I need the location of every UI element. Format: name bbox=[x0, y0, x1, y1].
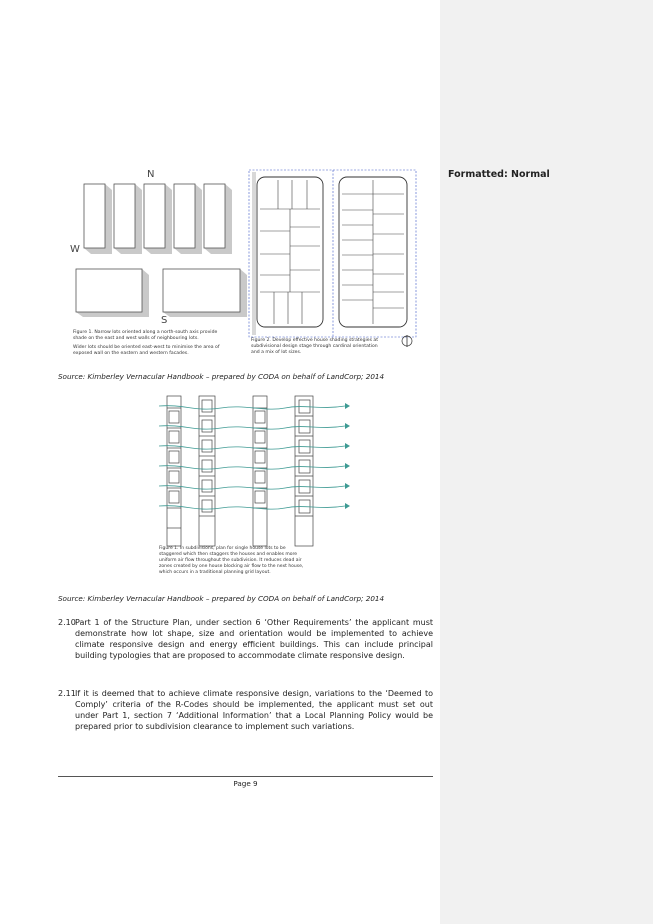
wide-lots bbox=[76, 269, 247, 317]
paragraph-2-11 bbox=[58, 688, 433, 746]
paragraph-2-10 bbox=[58, 617, 433, 675]
comment-title: Formatted: Normal bbox=[448, 169, 550, 180]
lot-plan-diagram bbox=[249, 170, 416, 347]
figure-orientation bbox=[62, 162, 422, 370]
orientation-diagram bbox=[62, 162, 422, 366]
page-number: Page 9 bbox=[233, 779, 258, 788]
source-citation-2: Source: Kimberley Vernacular Handbook – prepared by CODA on behalf of LandCorp; 2014 bbox=[58, 594, 385, 603]
lot-column-b bbox=[199, 396, 215, 546]
compass-n: N bbox=[147, 169, 155, 180]
airflow-arrows bbox=[159, 406, 345, 509]
paragraph-number: 2.10 bbox=[58, 618, 76, 627]
lot-column-d bbox=[295, 396, 313, 546]
paragraph-text: If it is deemed that to achieve climate responsive design, variations to the ‘Deemed to Comply’ criteria of the R-Codes should be implemented, the applicant must set out under Part 1, section 7 ‘Additional Information’ that a Local Planning Policy would be prepared prior to subdivision clearance to implement such variations. bbox=[75, 689, 433, 732]
caption-fig1a: Figure 1. Narrow lots oriented along a north-south axis provide shade on the east and west walls of neighbouring lots. bbox=[73, 330, 218, 341]
caption-staggered: Figure 1. In subdivisions, plan for single house lots to be staggered which then staggers the houses and enables more uniform air flow throughout the subdivision. It reduces dead air zones created by one house blocking air flow to the next house, which occurs in a traditional planning grid layout. bbox=[159, 546, 304, 575]
footer-rule bbox=[58, 776, 433, 777]
staggered-lots-diagram bbox=[155, 386, 355, 586]
lot-column-a bbox=[167, 396, 181, 546]
narrow-lots bbox=[84, 184, 232, 254]
paragraph-text: Part 1 of the Structure Plan, under section 6 ‘Other Requirements’ the applicant must demonstrate how lot shape, size and orientation would be implemented to achieve climate responsive design and energy efficient buildings. This can include principal building typologies that are proposed to accommodate climate responsive design. bbox=[75, 618, 433, 661]
figure-staggered-lots bbox=[155, 386, 355, 590]
airflow-arrowheads bbox=[345, 403, 350, 509]
lot-column-c bbox=[253, 396, 267, 546]
caption-fig1b: Wider lots should be oriented east-west to minimise the area of exposed wall on the eastern and western facades. bbox=[73, 345, 220, 356]
caption-fig2: Figure 2. Develop effective house shading strategies at subdivisional design stage through cardinal orientation and a mix of lot sizes. bbox=[251, 338, 379, 355]
compass-w: W bbox=[70, 244, 80, 255]
paragraph-number: 2.11 bbox=[58, 689, 76, 698]
source-citation-1: Source: Kimberley Vernacular Handbook – prepared by CODA on behalf of LandCorp; 2014 bbox=[58, 372, 385, 381]
compass-s: S bbox=[161, 315, 168, 326]
